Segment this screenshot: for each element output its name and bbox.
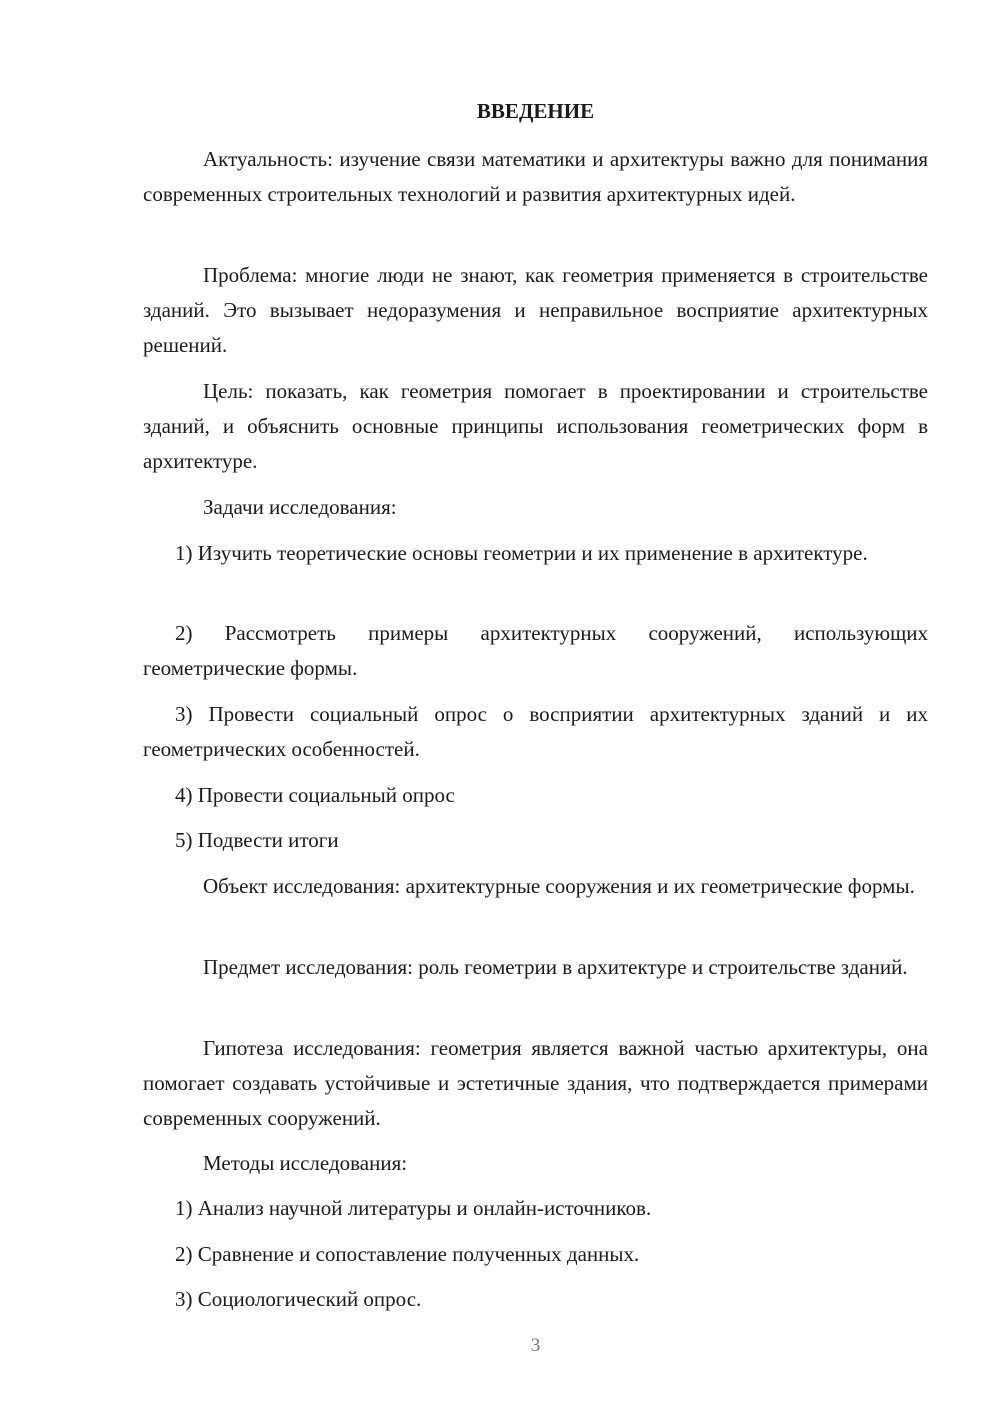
method-item-1: 1) Анализ научной литературы и онлайн-источников. — [175, 1196, 652, 1220]
document-page — [143, 0, 928, 1414]
task-item-1: 1) Изучить теоретические основы геометрии и их применение в архитектуре. — [175, 541, 868, 565]
paragraph-hypothesis: Гипотеза исследования: геометрия является важной частью архитектуры, она помогает создавать устойчивые и эстетичные здания, что подтверждается примерами современных сооружений. — [143, 1036, 928, 1130]
task-item-4: 4) Провести социальный опрос — [175, 783, 455, 807]
method-item-2: 2) Сравнение и сопоставление полученных данных. — [175, 1242, 640, 1266]
paragraph-relevance: Актуальность: изучение связи математики и архитектуры важно для понимания современных строительных технологий и развития архитектурных идей. — [143, 147, 928, 206]
methods-title: Методы исследования: — [203, 1151, 408, 1175]
paragraph-goal: Цель: показать, как геометрия помогает в проектировании и строительстве зданий, и объяснить основные принципы использования геометрических форм в архитектуре. — [143, 379, 928, 473]
paragraph-problem: Проблема: многие люди не знают, как геометрия применяется в строительстве зданий. Это вызывает недоразумения и неправильное восприятие архитектурных решений. — [143, 263, 928, 357]
task-item-2: 2) Рассмотреть примеры архитектурных сооружений, использующих геометрические формы. — [143, 621, 928, 680]
page-title: ВВЕДЕНИЕ — [476, 99, 595, 123]
method-item-3: 3) Социологический опрос. — [175, 1287, 422, 1311]
paragraph-object: Объект исследования: архитектурные сооружения и их геометрические формы. — [203, 874, 915, 898]
task-item-3: 3) Провести социальный опрос о восприятии архитектурных зданий и их геометрических особенностей. — [143, 702, 928, 761]
tasks-title: Задачи исследования: — [203, 495, 397, 519]
page-number: 3 — [530, 1335, 541, 1356]
task-item-5: 5) Подвести итоги — [175, 828, 339, 852]
paragraph-subject: Предмет исследования: роль геометрии в архитектуре и строительстве зданий. — [203, 955, 908, 979]
